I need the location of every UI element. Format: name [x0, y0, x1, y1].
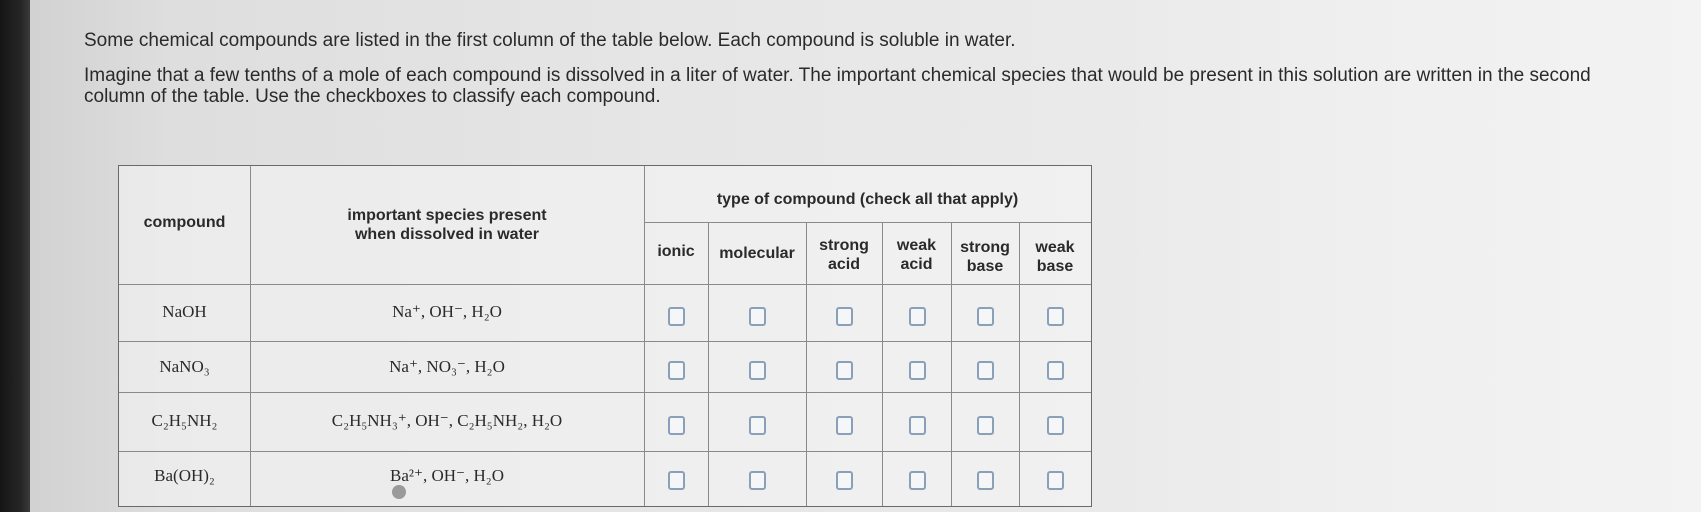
- species-cell: C₂H₅NH₃⁺, OH⁻, C₂H₅NH₂, H₂O: [331, 411, 563, 430]
- grid-line: [119, 341, 1091, 342]
- header-molecular: [708, 244, 806, 263]
- header-species: [250, 206, 644, 244]
- grid-line: [644, 222, 1091, 223]
- type-label-line1: ionic: [657, 243, 695, 260]
- compound-cell: NaOH: [162, 302, 207, 321]
- species-cell: Ba²⁺, OH⁻, H₂O: [390, 466, 504, 485]
- type-label-line1: weak: [1035, 239, 1075, 256]
- species-cell: Na⁺, OH⁻, H₂O: [392, 302, 502, 321]
- checkbox-baoh2-strong-base[interactable]: [977, 471, 994, 490]
- header-weak-acid: [882, 236, 951, 274]
- species-cell: Na⁺, NO₃⁻, H₂O: [389, 357, 505, 376]
- checkbox-baoh2-weak-base[interactable]: [1047, 471, 1064, 490]
- type-label-line1: weak: [896, 237, 937, 254]
- checkbox-nano3-ionic[interactable]: [668, 361, 685, 380]
- grid-line: [119, 284, 1091, 285]
- header-species-line1: important species present: [347, 207, 547, 224]
- header-type: type of compound (check all that apply): [716, 191, 1019, 208]
- type-label-line1: strong: [819, 237, 869, 254]
- grid-line: [708, 222, 709, 506]
- checkbox-ethylamine-weak-base[interactable]: [1047, 416, 1064, 435]
- checkbox-naoh-weak-acid[interactable]: [909, 307, 926, 326]
- checkbox-baoh2-ionic[interactable]: [668, 471, 685, 490]
- checkbox-baoh2-weak-acid[interactable]: [909, 471, 926, 490]
- checkbox-ethylamine-weak-acid[interactable]: [909, 416, 926, 435]
- checkbox-nano3-molecular[interactable]: [749, 361, 766, 380]
- intro-line-2: Imagine that a few tenths of a mole of each compound is dissolved in a liter of water. The important chemical species that would be present in this solution are written in the second column of the table. Use the checkboxes to classify each compound.: [84, 65, 1591, 107]
- checkbox-ethylamine-molecular[interactable]: [749, 416, 766, 435]
- type-label-line1: strong: [960, 239, 1010, 256]
- checkbox-baoh2-molecular[interactable]: [749, 471, 766, 490]
- checkbox-ethylamine-strong-base[interactable]: [977, 416, 994, 435]
- type-label-line2: base: [1036, 258, 1074, 275]
- header-strong-acid: [806, 236, 882, 274]
- checkbox-nano3-strong-acid[interactable]: [836, 361, 853, 380]
- compound-cell: Ba(OH)₂: [154, 466, 215, 485]
- header-species-line2: when dissolved in water: [354, 226, 540, 243]
- header-ionic: [644, 242, 708, 261]
- type-label-line2: acid: [827, 256, 860, 273]
- checkbox-naoh-strong-acid[interactable]: [836, 307, 853, 326]
- header-weak-base: [1019, 238, 1091, 276]
- checkbox-nano3-strong-base[interactable]: [977, 361, 994, 380]
- checkbox-baoh2-strong-acid[interactable]: [836, 471, 853, 490]
- checkbox-naoh-strong-base[interactable]: [977, 307, 994, 326]
- left-bezel: [0, 0, 30, 512]
- checkbox-ethylamine-ionic[interactable]: [668, 416, 685, 435]
- checkbox-nano3-weak-base[interactable]: [1047, 361, 1064, 380]
- checkbox-ethylamine-strong-acid[interactable]: [836, 416, 853, 435]
- type-label-line1: molecular: [719, 245, 795, 262]
- grid-line: [644, 166, 645, 506]
- type-label-line2: base: [966, 258, 1004, 275]
- intro-line-1: Some chemical compounds are listed in the first column of the table below. Each compound is soluble in water.: [84, 30, 1016, 51]
- compound-cell: C₂H₅NH₂: [151, 411, 218, 430]
- checkbox-naoh-weak-base[interactable]: [1047, 307, 1064, 326]
- header-strong-base: [951, 238, 1019, 276]
- type-label-line2: acid: [900, 256, 933, 273]
- compound-cell: NaNO₃: [159, 357, 210, 376]
- checkbox-naoh-ionic[interactable]: [668, 307, 685, 326]
- grid-line: [119, 451, 1091, 452]
- header-compound: compound: [143, 214, 226, 231]
- cursor-dot: [392, 485, 406, 499]
- grid-line: [119, 392, 1091, 393]
- checkbox-naoh-molecular[interactable]: [749, 307, 766, 326]
- checkbox-nano3-weak-acid[interactable]: [909, 361, 926, 380]
- classification-table: [118, 165, 1092, 507]
